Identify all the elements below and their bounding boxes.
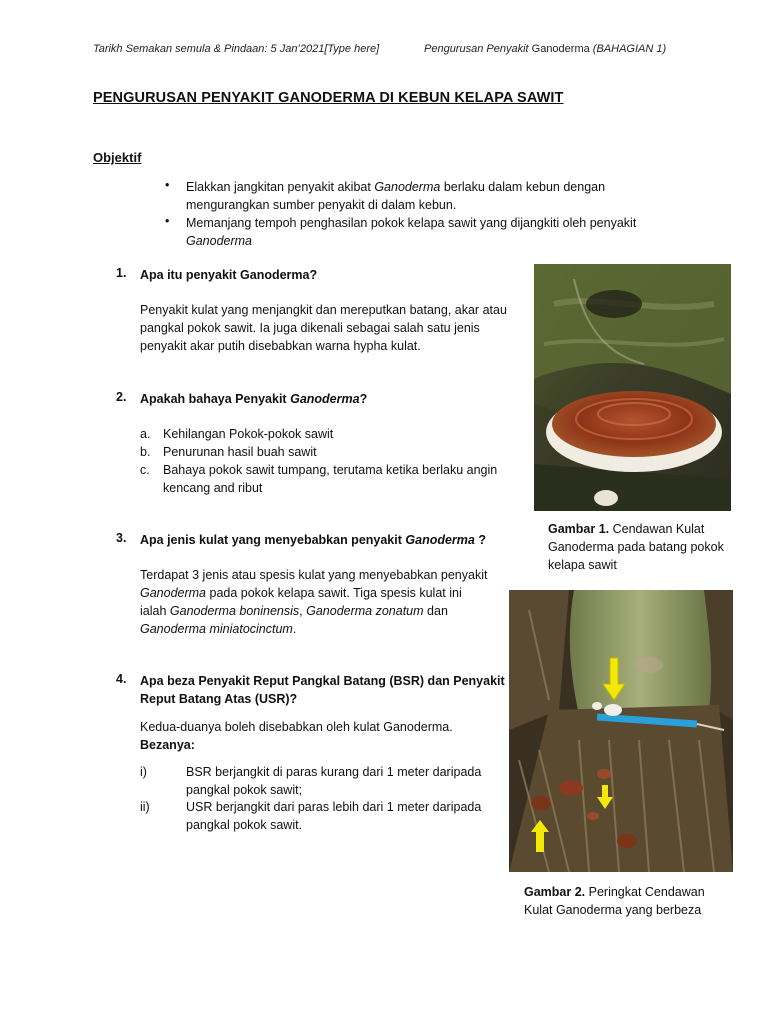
text: Bezanya: (140, 738, 195, 752)
text: Apa jenis kulat yang menyebabkan penyakit (140, 533, 402, 547)
ganoderma-stages-photo (509, 590, 733, 872)
text-italic: Ganoderma miniatocinctum (140, 622, 293, 636)
text: Bahaya pokok sawit tumpang, terutama ketika berlaku angin (163, 463, 498, 477)
q2-number: 2. (116, 390, 127, 404)
text-italic: Ganoderma (405, 533, 475, 547)
text: BSR berjangkit di paras kurang dari 1 meter daripada (186, 765, 482, 779)
objektif-bullet-1 (186, 178, 605, 214)
text: ? (359, 392, 368, 406)
header-right-main: Ganoderma (531, 43, 590, 55)
text: , (299, 604, 303, 618)
text: mengurangkan sumber penyakit di dalam kebun. (186, 198, 457, 212)
text: Apakah bahaya Penyakit (140, 392, 287, 406)
figure-label: Gambar 2. (524, 885, 586, 899)
q1-body (140, 301, 507, 355)
q4-item-i (186, 763, 481, 799)
text: Kulat Ganoderma yang berbeza (524, 903, 702, 917)
text: pangkal pokok sawit; (186, 783, 303, 797)
text: Reput Batang Atas (USR)? (140, 692, 298, 706)
page-title: PENGURUSAN PENYAKIT GANODERMA DI KEBUN KELAPA SAWIT (93, 90, 564, 106)
text: kencang and ribut (163, 481, 263, 495)
text: berlaku dalam kebun dengan (443, 180, 606, 194)
text: Cendawan Kulat (612, 522, 705, 536)
list-marker: c. (140, 463, 150, 477)
q2-item-a: Kehilangan Pokok-pokok sawit (163, 427, 334, 441)
list-marker: ii) (140, 800, 150, 814)
text-italic: Ganoderma (140, 586, 207, 600)
text: Memanjang tempoh penghasilan pokok kelapa sawit yang dijangkiti oleh penyakit (186, 216, 637, 230)
text-italic: Ganoderma boninensis (169, 604, 300, 618)
q4-intro (140, 718, 453, 754)
text: USR berjangkit dari paras lebih dari 1 meter daripada (186, 800, 482, 814)
header-right-suffix: (BAHAGIAN 1) (592, 43, 667, 55)
text: kelapa sawit (548, 558, 617, 572)
text: Penyakit kulat yang menjangkit dan mereputkan batang, akar atau (140, 303, 507, 317)
header-right (424, 43, 666, 55)
figure-1-caption (548, 520, 724, 574)
q4-number: 4. (116, 672, 127, 686)
q2-item-b: Penurunan hasil buah sawit (163, 445, 317, 459)
text: ? (478, 533, 486, 547)
list-marker: i) (140, 765, 147, 779)
q3-title (140, 531, 486, 549)
text-italic: Ganoderma zonatum (306, 604, 424, 618)
text: pada pokok kelapa sawit. Tiga spesis kulat ini (209, 586, 462, 600)
q1-title: Apa itu penyakit Ganoderma? (140, 268, 318, 282)
text: pangkal pokok sawit. Ia juga dikenali sebagai salah satu jenis (140, 321, 480, 335)
bullet-dot: • (165, 214, 170, 228)
objektif-heading: Objektif (93, 150, 142, 165)
text: pangkal pokok sawit. (186, 818, 303, 832)
figure-label: Gambar 1. (548, 522, 610, 536)
text: Apa beza Penyakit Reput Pangkal Batang (BSR) dan Penyakit (140, 674, 505, 688)
q2-item-c (163, 461, 497, 497)
bullet-dot: • (165, 178, 170, 192)
list-marker: a. (140, 427, 151, 441)
header-left: Tarikh Semakan semula & Pindaan: 5 Jan’2021[Type here] (93, 43, 380, 55)
text: dan (427, 604, 448, 618)
text-italic: Ganoderma (374, 180, 441, 194)
figure-2-caption (524, 883, 705, 919)
q3-body (140, 566, 487, 638)
q3-number: 3. (116, 531, 127, 545)
text: ialah (140, 604, 167, 618)
list-marker: b. (140, 445, 151, 459)
q2-title (140, 390, 367, 408)
text-italic: Ganoderma (290, 392, 360, 406)
text: . (292, 622, 297, 636)
text: Kedua-duanya boleh disebabkan oleh kulat Ganoderma. (140, 720, 453, 734)
text: Elakkan jangkitan penyakit akibat (186, 180, 371, 194)
q1-number: 1. (116, 266, 127, 280)
text-italic: Ganoderma (186, 234, 253, 248)
objektif-bullet-2 (186, 214, 636, 250)
text: penyakit akar putih disebabkan warna hypha kulat. (140, 339, 421, 353)
text: Peringkat Cendawan (588, 885, 705, 899)
header-right-prefix: Pengurusan Penyakit (424, 43, 529, 55)
q4-item-ii (186, 798, 481, 834)
text: Ganoderma pada batang pokok (548, 540, 724, 554)
ganoderma-bracket-photo (534, 264, 731, 511)
q4-title (140, 672, 505, 708)
text: Terdapat 3 jenis atau spesis kulat yang menyebabkan penyakit (140, 568, 488, 582)
